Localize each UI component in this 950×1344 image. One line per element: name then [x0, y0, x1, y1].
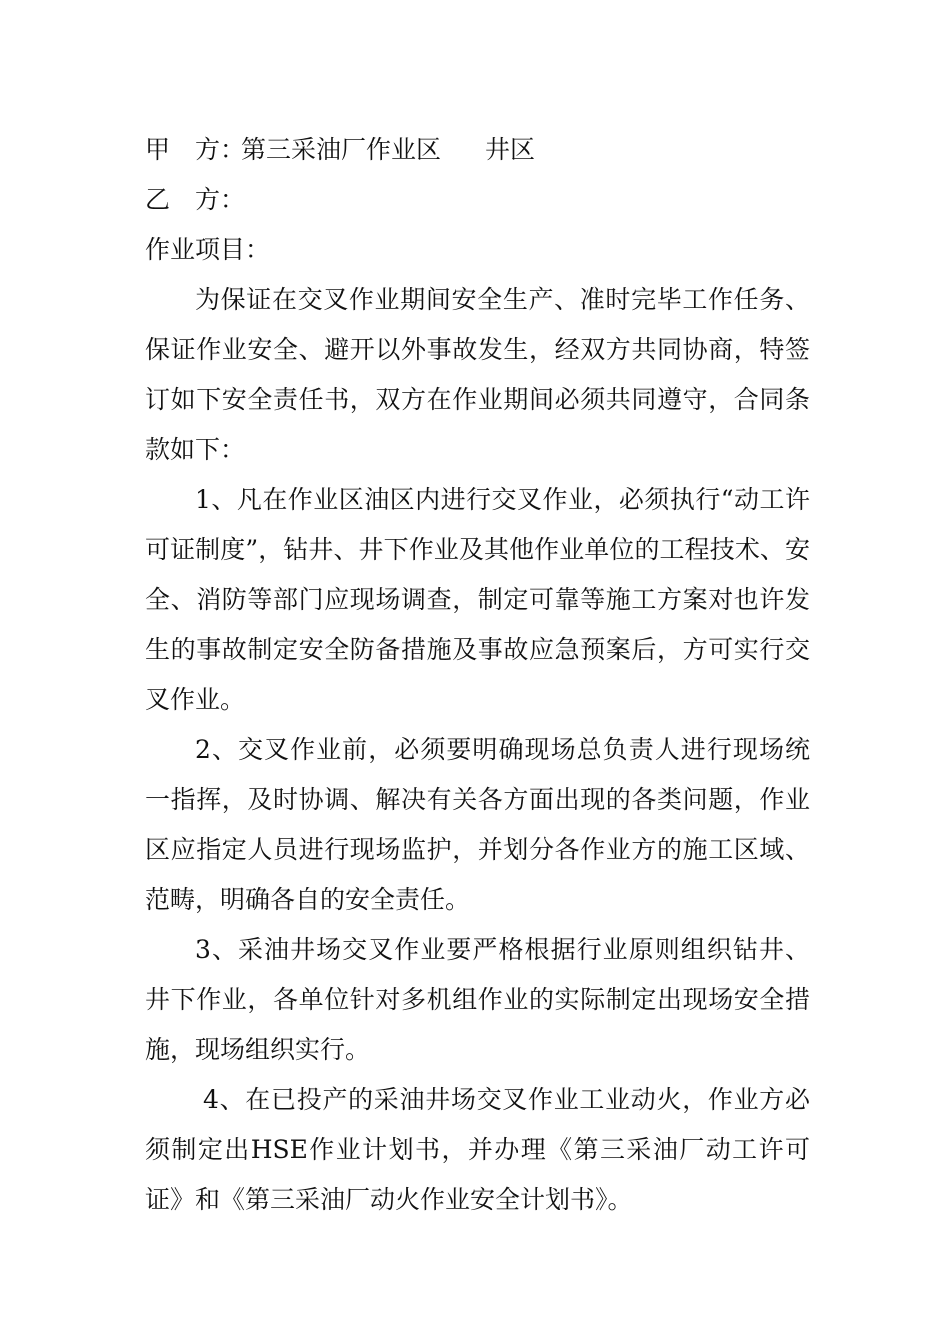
party-a-line [145, 130, 535, 170]
project-label: 作业项目： [145, 235, 271, 264]
clause-2-paragraph: 2、交叉作业前，必须要明确现场总负责人进行现场统一指挥，及时协调、解决有关各方面出现的各类问题，作业区应指定人员进行现场监护，并划分各作业方的施工区域、范畴，明确各自的安全责任。 [145, 735, 810, 914]
clause-1-paragraph: 1、凡在作业区油区内进行交叉作业，必须执行“动工许可证制度”，钻井、井下作业及其他作业单位的工程技术、安全、消防等部门应现场调查，制定可靠等施工方案对也许发生的事故制定安全防备措施及事故应急预案后，方可实行交叉作业。 [145, 485, 810, 714]
party-a-label: 甲 方： [145, 135, 246, 164]
party-a-value: 第三采油厂作业区 [241, 135, 442, 164]
clause-3-paragraph: 3、采油井场交叉作业要严格根据行业原则组织钻井、井下作业，各单位针对多机组作业的实际制定出现场安全措施，现场组织实行。 [145, 935, 810, 1064]
party-b-line [145, 180, 246, 220]
party-b-label: 乙 方： [145, 185, 246, 214]
project-line [145, 230, 270, 270]
intro-paragraph: 为保证在交叉作业期间安全生产、准时完毕工作任务、保证作业安全、避开以外事故发生，经双方共同协商，特签订如下安全责任书，双方在作业期间必须共同遵守，合同条款如下： [145, 285, 810, 464]
clause-4-paragraph: 4、在已投产的采油井场交叉作业工业动火，作业方必须制定出HSE作业计划书，并办理《第三采油厂动工许可证》和《第三采油厂动火作业安全计划书》。 [145, 1085, 810, 1214]
party-a-suffix: 井区 [485, 135, 536, 164]
